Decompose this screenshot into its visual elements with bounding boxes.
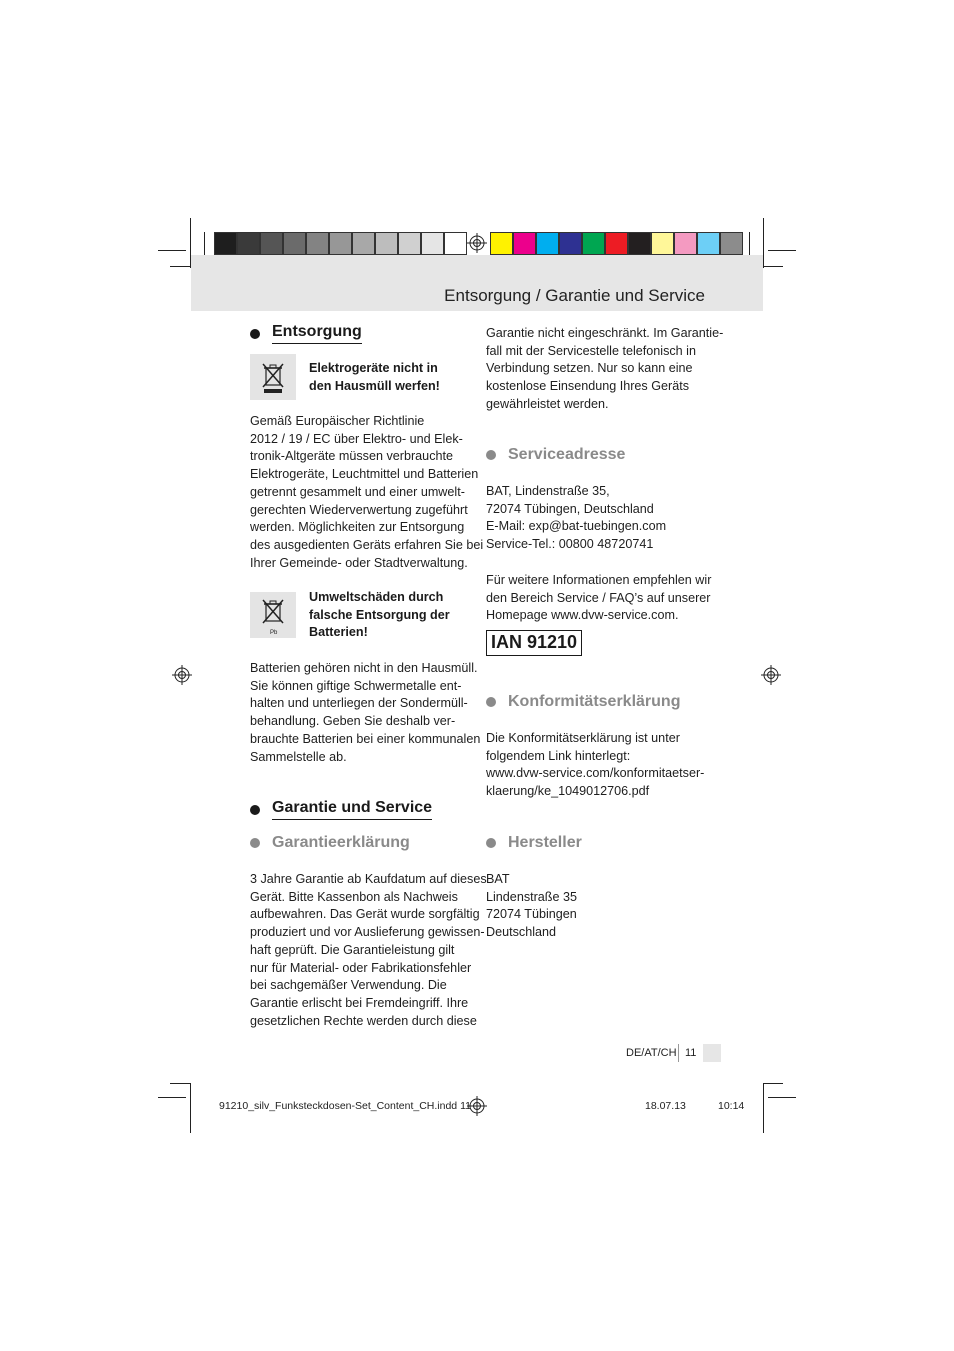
subheading-garantieerklaerung: Garantieerklärung [250, 834, 410, 852]
crop-mark [158, 250, 186, 251]
color-swatch [628, 232, 651, 255]
bullet-icon [250, 805, 260, 815]
color-swatch [720, 232, 743, 255]
crop-mark [763, 218, 764, 268]
gray-swatch [283, 232, 306, 255]
header-band [191, 255, 763, 311]
crop-mark [170, 1083, 190, 1084]
subheading-konformitaet: Konformitätserklärung [486, 693, 680, 711]
gray-swatch [306, 232, 329, 255]
service-address: BAT, Lindenstraße 35, 72074 Tübingen, Deutschland E-Mail: exp@bat-tuebingen.com Service-Tel.: 00800 48720741 [486, 484, 667, 552]
gray-swatch [375, 232, 398, 255]
page-number-box [703, 1044, 721, 1062]
crossed-bin-pb-icon [250, 592, 296, 638]
hersteller-address: BAT Lindenstraße 35 72074 Tübingen Deutschland [486, 872, 578, 940]
warning-batteries: Umweltschäden durch falsche Entsorgung der Batterien! [309, 590, 450, 640]
crop-mark [204, 232, 205, 256]
gray-swatch [421, 232, 444, 255]
gray-swatch [214, 232, 237, 255]
gray-swatch [237, 232, 260, 255]
bullet-icon [250, 329, 260, 339]
svg-text:Pb: Pb [270, 630, 278, 636]
bullet-icon [486, 697, 496, 707]
crop-mark [190, 1083, 191, 1133]
konformitaet-text: Die Konformitätserklärung ist unter folgendem Link hinterlegt: www.dvw-service.com/konformitaetser- klaerung/ke_1049012706.pdf [486, 731, 705, 799]
registration-mark-icon [172, 665, 192, 685]
crop-mark [763, 266, 783, 267]
color-swatch [513, 232, 536, 255]
subheading-serviceadresse: Serviceadresse [486, 446, 625, 464]
color-swatch [697, 232, 720, 255]
color-swatch [674, 232, 697, 255]
gray-swatch [444, 232, 467, 255]
crossed-bin-icon [250, 354, 296, 400]
crop-mark [170, 266, 190, 267]
page-number: 11 [685, 1047, 697, 1059]
crop-mark [749, 232, 750, 256]
paragraph-batterien: Batterien gehören nicht in den Hausmüll. Sie können giftige Schwermetalle ent- halten und unterliegen der Sondermüll- behandlung. Geben Sie deshalb ver- brauchte Batterien bei einer kommunalen Sammelstelle ab. [250, 661, 481, 764]
crop-mark [763, 1083, 764, 1133]
paragraph-garantie-continued: Garantie nicht eingeschränkt. Im Garantie- fall mit der Servicestelle telefonisch in Verbindung setzen. Nur so kann eine kostenlose Einsendung Ihres Geräts gewährleistet werden. [486, 326, 724, 411]
color-swatch [605, 232, 628, 255]
crop-mark [768, 1097, 796, 1098]
paragraph-garantie: 3 Jahre Garantie ab Kaufdatum auf dieses Gerät. Bitte Kassenbon als Nachweis aufbewahren. Das Gerät wurde sorgfältig produziert und vor Auslieferung gewissen- haft geprüft. Die Garantieleistung gilt nur für Material- oder Fabrikationsfehler bei sachgemäßer Verwendung. Die Garantie erlischt bei Fremdeingriff. Ihre gesetzlichen Rechte werden durch diese [250, 872, 487, 1028]
page-title: Entsorgung / Garantie und Service [444, 286, 705, 305]
color-swatch [651, 232, 674, 255]
slug-filename: 91210_silv_Funksteckdosen-Set_Content_CH.indd 11 [219, 1100, 471, 1112]
country-codes: DE/AT/CH [626, 1047, 677, 1059]
gray-swatch [329, 232, 352, 255]
gray-swatch [352, 232, 375, 255]
color-swatch [490, 232, 513, 255]
subheading-hersteller: Hersteller [486, 834, 582, 852]
service-info: Für weitere Informationen empfehlen wir den Bereich Service / FAQ’s auf unserer Homepage www.dvw-service.com. [486, 573, 712, 623]
bullet-icon [486, 450, 496, 460]
slug-date: 18.07.13 [645, 1100, 686, 1112]
gray-swatch [260, 232, 283, 255]
crop-mark [158, 1097, 186, 1098]
ian-number: IAN 91210 [486, 630, 582, 656]
section-heading-entsorgung: Entsorgung [250, 323, 362, 344]
gray-swatch [398, 232, 421, 255]
footer-divider [678, 1044, 679, 1062]
registration-mark-icon [467, 233, 487, 253]
warning-electrical: Elektrogeräte nicht in den Hausmüll werfen! [309, 361, 440, 393]
section-heading-garantie: Garantie und Service [250, 799, 432, 820]
paragraph-entsorgung: Gemäß Europäischer Richtlinie 2012 / 19 / EC über Elektro- und Elek- tronik-Altgeräte müssen verbrauchte Elektrogeräte, Leuchtmittel und Batterien getrennt gesammelt und einer umwelt- gerechten Wiederverwertung zugeführt werden. Möglichkeiten zur Entsorgung des ausgedienten Geräts erfahren Sie bei Ihrer Gemeinde- oder Stadtverwaltung. [250, 414, 484, 570]
registration-mark-icon [761, 665, 781, 685]
color-swatch [559, 232, 582, 255]
color-swatch [536, 232, 559, 255]
bullet-icon [486, 838, 496, 848]
bullet-icon [250, 838, 260, 848]
crop-mark [763, 1083, 783, 1084]
color-swatch [582, 232, 605, 255]
slug-time: 10:14 [718, 1100, 745, 1112]
crop-mark [768, 250, 796, 251]
